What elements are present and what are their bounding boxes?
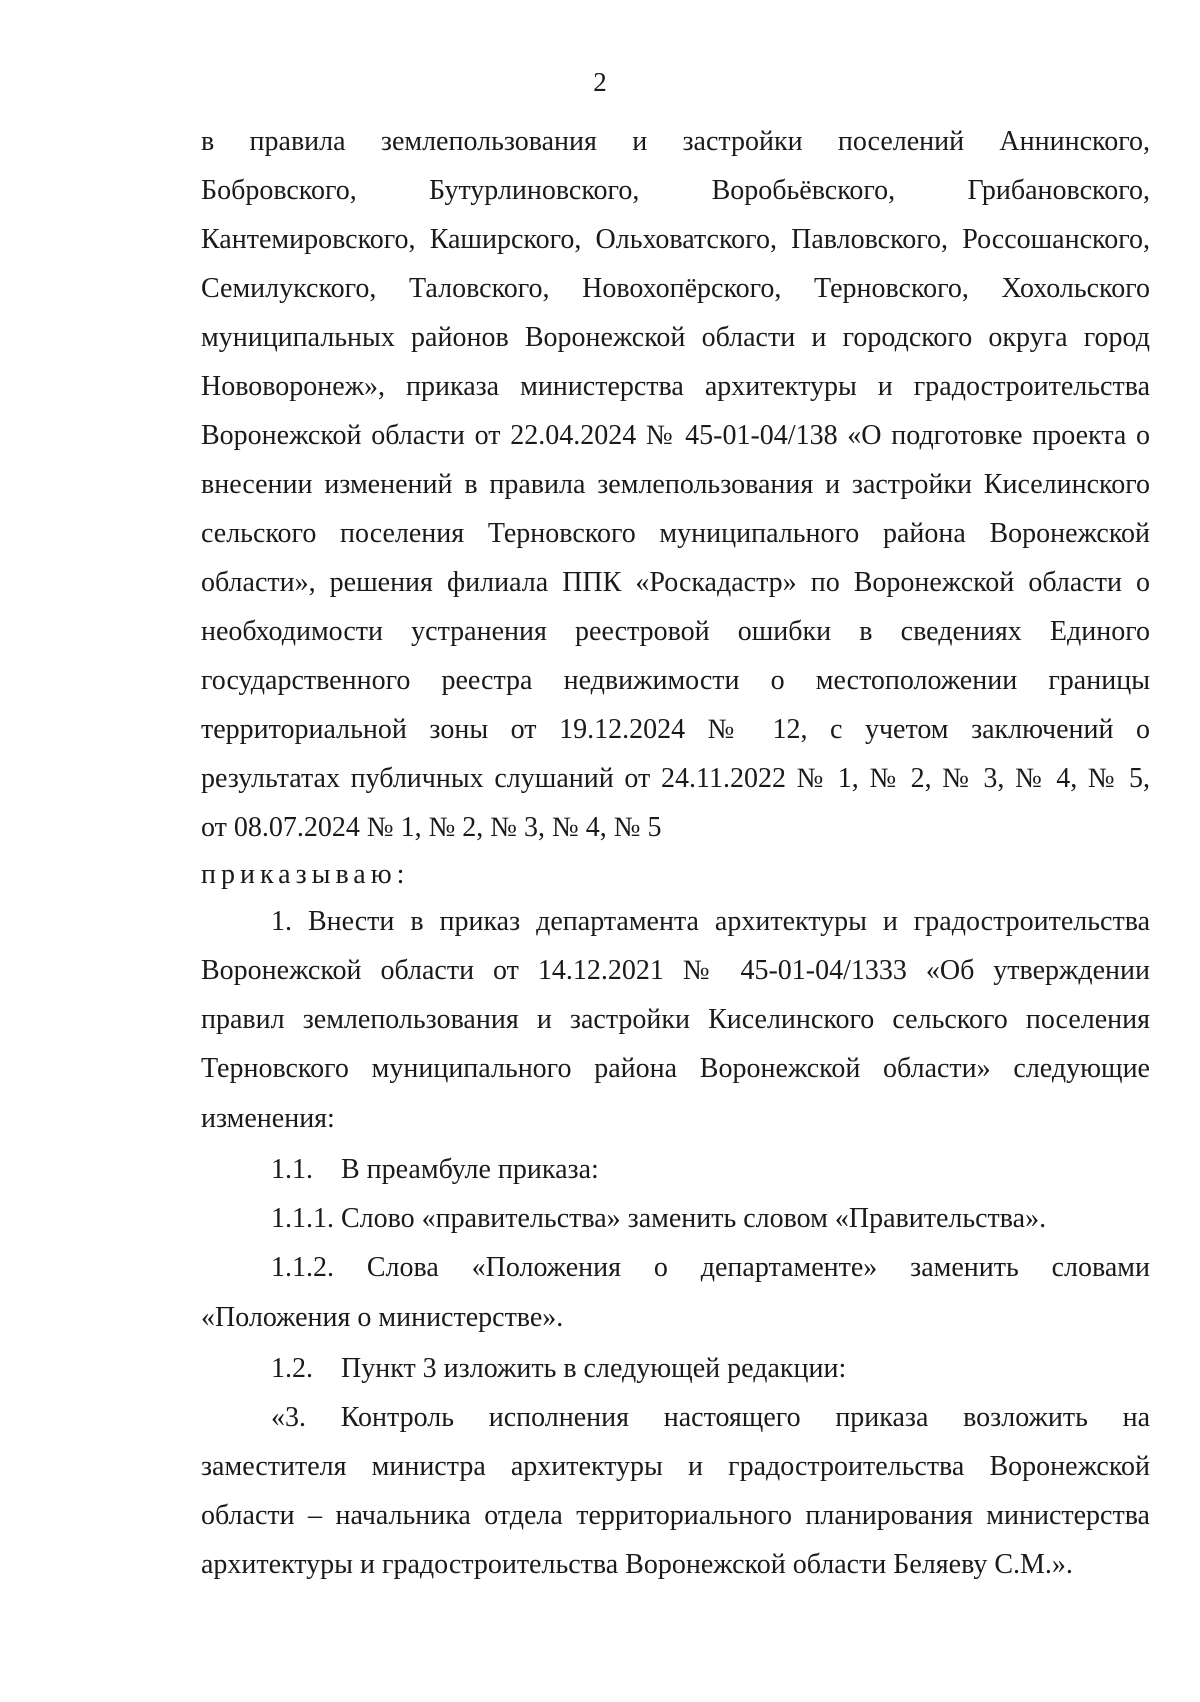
- order-word: приказываю:: [201, 859, 410, 890]
- item-1-1: 1.1. В преамбуле приказа:: [271, 1154, 599, 1185]
- text-line: Семилукского, Таловского, Новохопёрского, Терновского, Хохольского: [201, 273, 1150, 304]
- text-line: Бобровского, Бутурлиновского, Воробьёвского, Грибановского,: [201, 175, 1150, 206]
- text-line: сельского поселения Терновского муниципального района Воронежской: [201, 518, 1150, 549]
- text-line: необходимости устранения реестровой ошибки в сведениях Единого: [201, 616, 1150, 647]
- text-line: территориальной зоны от 19.12.2024 № 12, с учетом заключений о: [201, 714, 1150, 745]
- text-line: правил землепользования и застройки Киселинского сельского поселения: [201, 1004, 1150, 1035]
- text-line: в правила землепользования и застройки поселений Аннинского,: [201, 126, 1150, 157]
- text-line: Терновского муниципального района Воронежской области» следующие: [201, 1053, 1150, 1084]
- item-3-quote: «3. Контроль исполнения настоящего приказа возложить на: [271, 1402, 1150, 1433]
- page-number: 2: [593, 67, 607, 97]
- text-line: 1. Внести в приказ департамента архитектуры и градостроительства: [271, 906, 1150, 937]
- text-line: внесении изменений в правила землепользования и застройки Киселинского: [201, 469, 1150, 500]
- item-1-1-1: 1.1.1. Слово «правительства» заменить словом «Правительства».: [271, 1203, 1047, 1234]
- text-line: изменения:: [201, 1103, 335, 1134]
- text-line: области», решения филиала ППК «Роскадастр» по Воронежской области о: [201, 567, 1150, 598]
- text-line: от 08.07.2024 № 1, № 2, № 3, № 4, № 5: [201, 812, 662, 843]
- text-line: муниципальных районов Воронежской области и городского округа город: [201, 322, 1150, 353]
- text-line: результатах публичных слушаний от 24.11.2022 № 1, № 2, № 3, № 4, № 5,: [201, 763, 1150, 794]
- text-line: Воронежской области от 14.12.2021 № 45-01-04/1333 «Об утверждении: [201, 955, 1150, 986]
- text-line: государственного реестра недвижимости о местоположении границы: [201, 665, 1150, 696]
- text-line: заместителя министра архитектуры и градостроительства Воронежской: [201, 1451, 1150, 1482]
- text-line: области – начальника отдела территориального планирования министерства: [201, 1500, 1150, 1531]
- text-line: Воронежской области от 22.04.2024 № 45-01-04/138 «О подготовке проекта о: [201, 420, 1150, 451]
- text-line: Кантемировского, Каширского, Ольховатского, Павловского, Россошанского,: [201, 224, 1150, 255]
- preamble-paragraph: [201, 117, 1150, 898]
- text-line: архитектуры и градостроительства Воронежской области Беляеву С.М.».: [201, 1549, 1073, 1580]
- text-line: «Положения о министерстве».: [201, 1302, 564, 1333]
- item-1-paragraph: [201, 897, 1150, 1589]
- item-1-2: 1.2. Пункт 3 изложить в следующей редакции:: [271, 1353, 847, 1384]
- text-line: Нововоронеж», приказа министерства архитектуры и градостроительства: [201, 371, 1150, 402]
- item-1-1-2: 1.1.2. Слова «Положения о департаменте» заменить словами: [271, 1252, 1150, 1283]
